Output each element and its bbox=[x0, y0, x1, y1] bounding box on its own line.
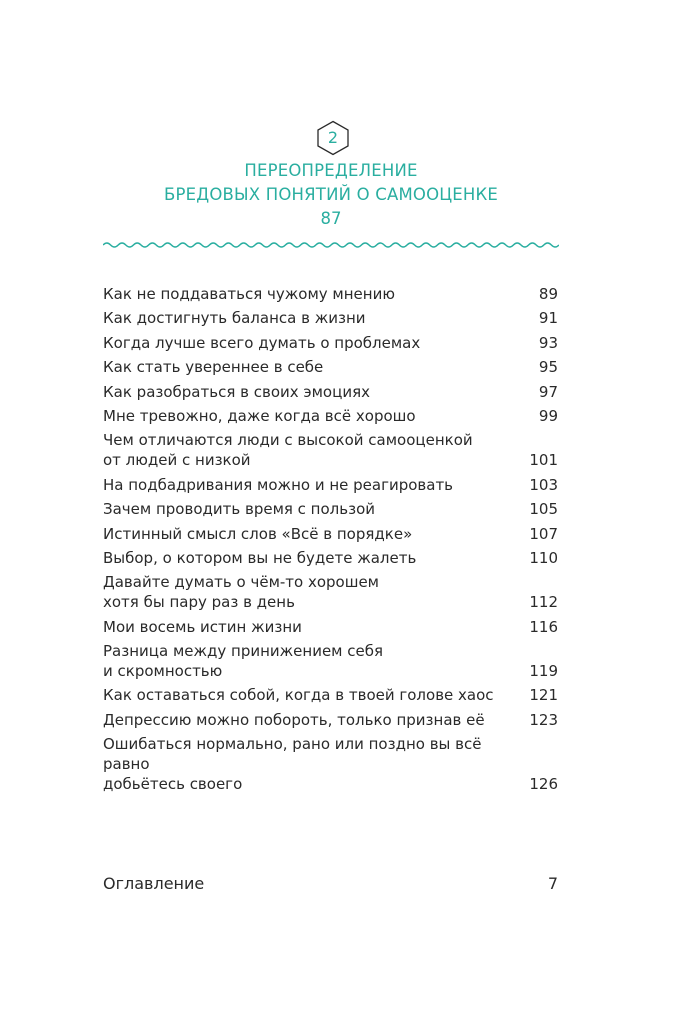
toc-entry-title-line: Как достигнуть баланса в жизни bbox=[103, 309, 366, 328]
toc-entry bbox=[103, 641, 558, 681]
toc-entry-title-line: Как не поддаваться чужому мнению bbox=[103, 285, 395, 303]
toc-entry-title bbox=[103, 308, 558, 328]
toc-entry bbox=[103, 382, 558, 402]
toc-entry-page: 95 bbox=[538, 358, 558, 377]
toc-entry-title-line: Ошибаться нормально, рано или поздно вы всё равно bbox=[103, 735, 482, 774]
toc-entry bbox=[103, 710, 558, 730]
toc-entry-title bbox=[103, 734, 558, 794]
toc-entry-title bbox=[103, 333, 558, 353]
toc-entry-page: 116 bbox=[529, 617, 558, 636]
toc-entry-title bbox=[103, 430, 558, 470]
toc-entry bbox=[103, 685, 558, 705]
running-footer-title: Оглавление bbox=[103, 874, 205, 893]
toc-entry bbox=[103, 284, 558, 304]
toc-entry-page: 99 bbox=[538, 406, 558, 425]
chapter-title-line-2: БРЕДОВЫХ ПОНЯТИЙ О САМООЦЕНКЕ bbox=[163, 185, 499, 204]
toc-entry-title bbox=[103, 685, 558, 705]
toc-entry-page: 101 bbox=[529, 451, 558, 470]
toc-entry-page: 105 bbox=[529, 500, 558, 519]
toc-entry-page: 97 bbox=[538, 382, 558, 401]
toc-entry-page: 119 bbox=[529, 662, 558, 681]
toc-entry-title-line: Истинный смысл слов «Всё в порядке» bbox=[103, 524, 413, 543]
toc-entry-title-line: Как разобраться в своих эмоциях bbox=[103, 382, 370, 401]
toc-entry-title-line: Зачем проводить время с пользой bbox=[103, 500, 375, 519]
toc-entry-title-line: Чем отличаются люди с высокой самооценкой bbox=[103, 431, 473, 450]
toc-entry bbox=[103, 357, 558, 377]
toc-entry-title-line: Когда лучше всего думать о проблемах bbox=[103, 333, 421, 352]
toc-entry-title-line: Как оставаться собой, когда в твоей голове хаос bbox=[103, 686, 494, 705]
toc-entry-page: 89 bbox=[538, 285, 558, 303]
toc-entry bbox=[103, 406, 558, 426]
toc-entry-title-line: добьётесь своего bbox=[103, 775, 243, 794]
chapter-title-line-1: ПЕРЕОПРЕДЕЛЕНИЕ bbox=[244, 161, 418, 180]
chapter-number: 2 bbox=[327, 128, 339, 147]
toc-entry bbox=[103, 548, 558, 568]
toc-entry-page: 121 bbox=[529, 686, 558, 705]
toc-entry bbox=[103, 617, 558, 637]
toc-entry-title-line: и скромностью bbox=[103, 662, 223, 681]
toc-entry-page: 123 bbox=[529, 710, 558, 729]
toc-entry-title-line: Депрессию можно побороть, только признав её bbox=[103, 710, 485, 729]
toc-entry bbox=[103, 333, 558, 353]
toc-entry-title bbox=[103, 641, 558, 681]
toc-entry bbox=[103, 524, 558, 544]
toc-entry-title bbox=[103, 572, 558, 612]
toc-entry-page: 126 bbox=[529, 775, 558, 794]
toc-entry-title bbox=[103, 382, 558, 402]
toc-entry bbox=[103, 308, 558, 328]
toc-entry-title-line: Выбор, о котором вы не будете жалеть bbox=[103, 548, 417, 567]
wave-divider bbox=[103, 240, 559, 250]
toc-entry-title bbox=[103, 524, 558, 544]
toc-entry-title-line: На подбадривания можно и не реагировать bbox=[103, 475, 454, 494]
toc-entry-page: 93 bbox=[538, 333, 558, 352]
toc-entry-page: 91 bbox=[538, 309, 558, 328]
toc-entry-page: 110 bbox=[529, 548, 558, 567]
toc-entry-title bbox=[103, 475, 558, 495]
toc-entry-title-line: от людей с низкой bbox=[103, 451, 251, 470]
toc-entry-title-line: хотя бы пару раз в день bbox=[103, 593, 295, 612]
toc-entry-title-line: Мои восемь истин жизни bbox=[103, 617, 302, 636]
toc-entry-page: 107 bbox=[529, 524, 558, 543]
toc-entry-title-line: Разница между принижением себя bbox=[103, 642, 384, 661]
toc-entry-title bbox=[103, 406, 558, 426]
toc-entry bbox=[103, 572, 558, 612]
toc-entry-title-line: Как стать увереннее в себе bbox=[103, 358, 324, 377]
toc-entry-title bbox=[103, 548, 558, 568]
toc-entry-title-line: Мне тревожно, даже когда всё хорошо bbox=[103, 406, 416, 425]
toc-entry bbox=[103, 734, 558, 794]
toc-entry-title bbox=[103, 617, 558, 637]
toc-entry-title bbox=[103, 710, 558, 730]
chapter-page-number: 87 bbox=[320, 209, 342, 228]
toc-entry-title bbox=[103, 357, 558, 377]
toc-entry bbox=[103, 430, 558, 470]
chapter-number-badge bbox=[315, 120, 351, 156]
toc-list bbox=[103, 284, 558, 799]
toc-entry-title-line: Давайте думать о чём-то хорошем bbox=[103, 573, 379, 592]
folio-page-number: 7 bbox=[547, 874, 558, 893]
toc-entry-page: 103 bbox=[529, 475, 558, 494]
toc-entry-title bbox=[103, 499, 558, 519]
toc-entry bbox=[103, 475, 558, 495]
toc-entry-page: 112 bbox=[529, 593, 558, 612]
toc-entry bbox=[103, 499, 558, 519]
toc-entry-title bbox=[103, 284, 558, 304]
